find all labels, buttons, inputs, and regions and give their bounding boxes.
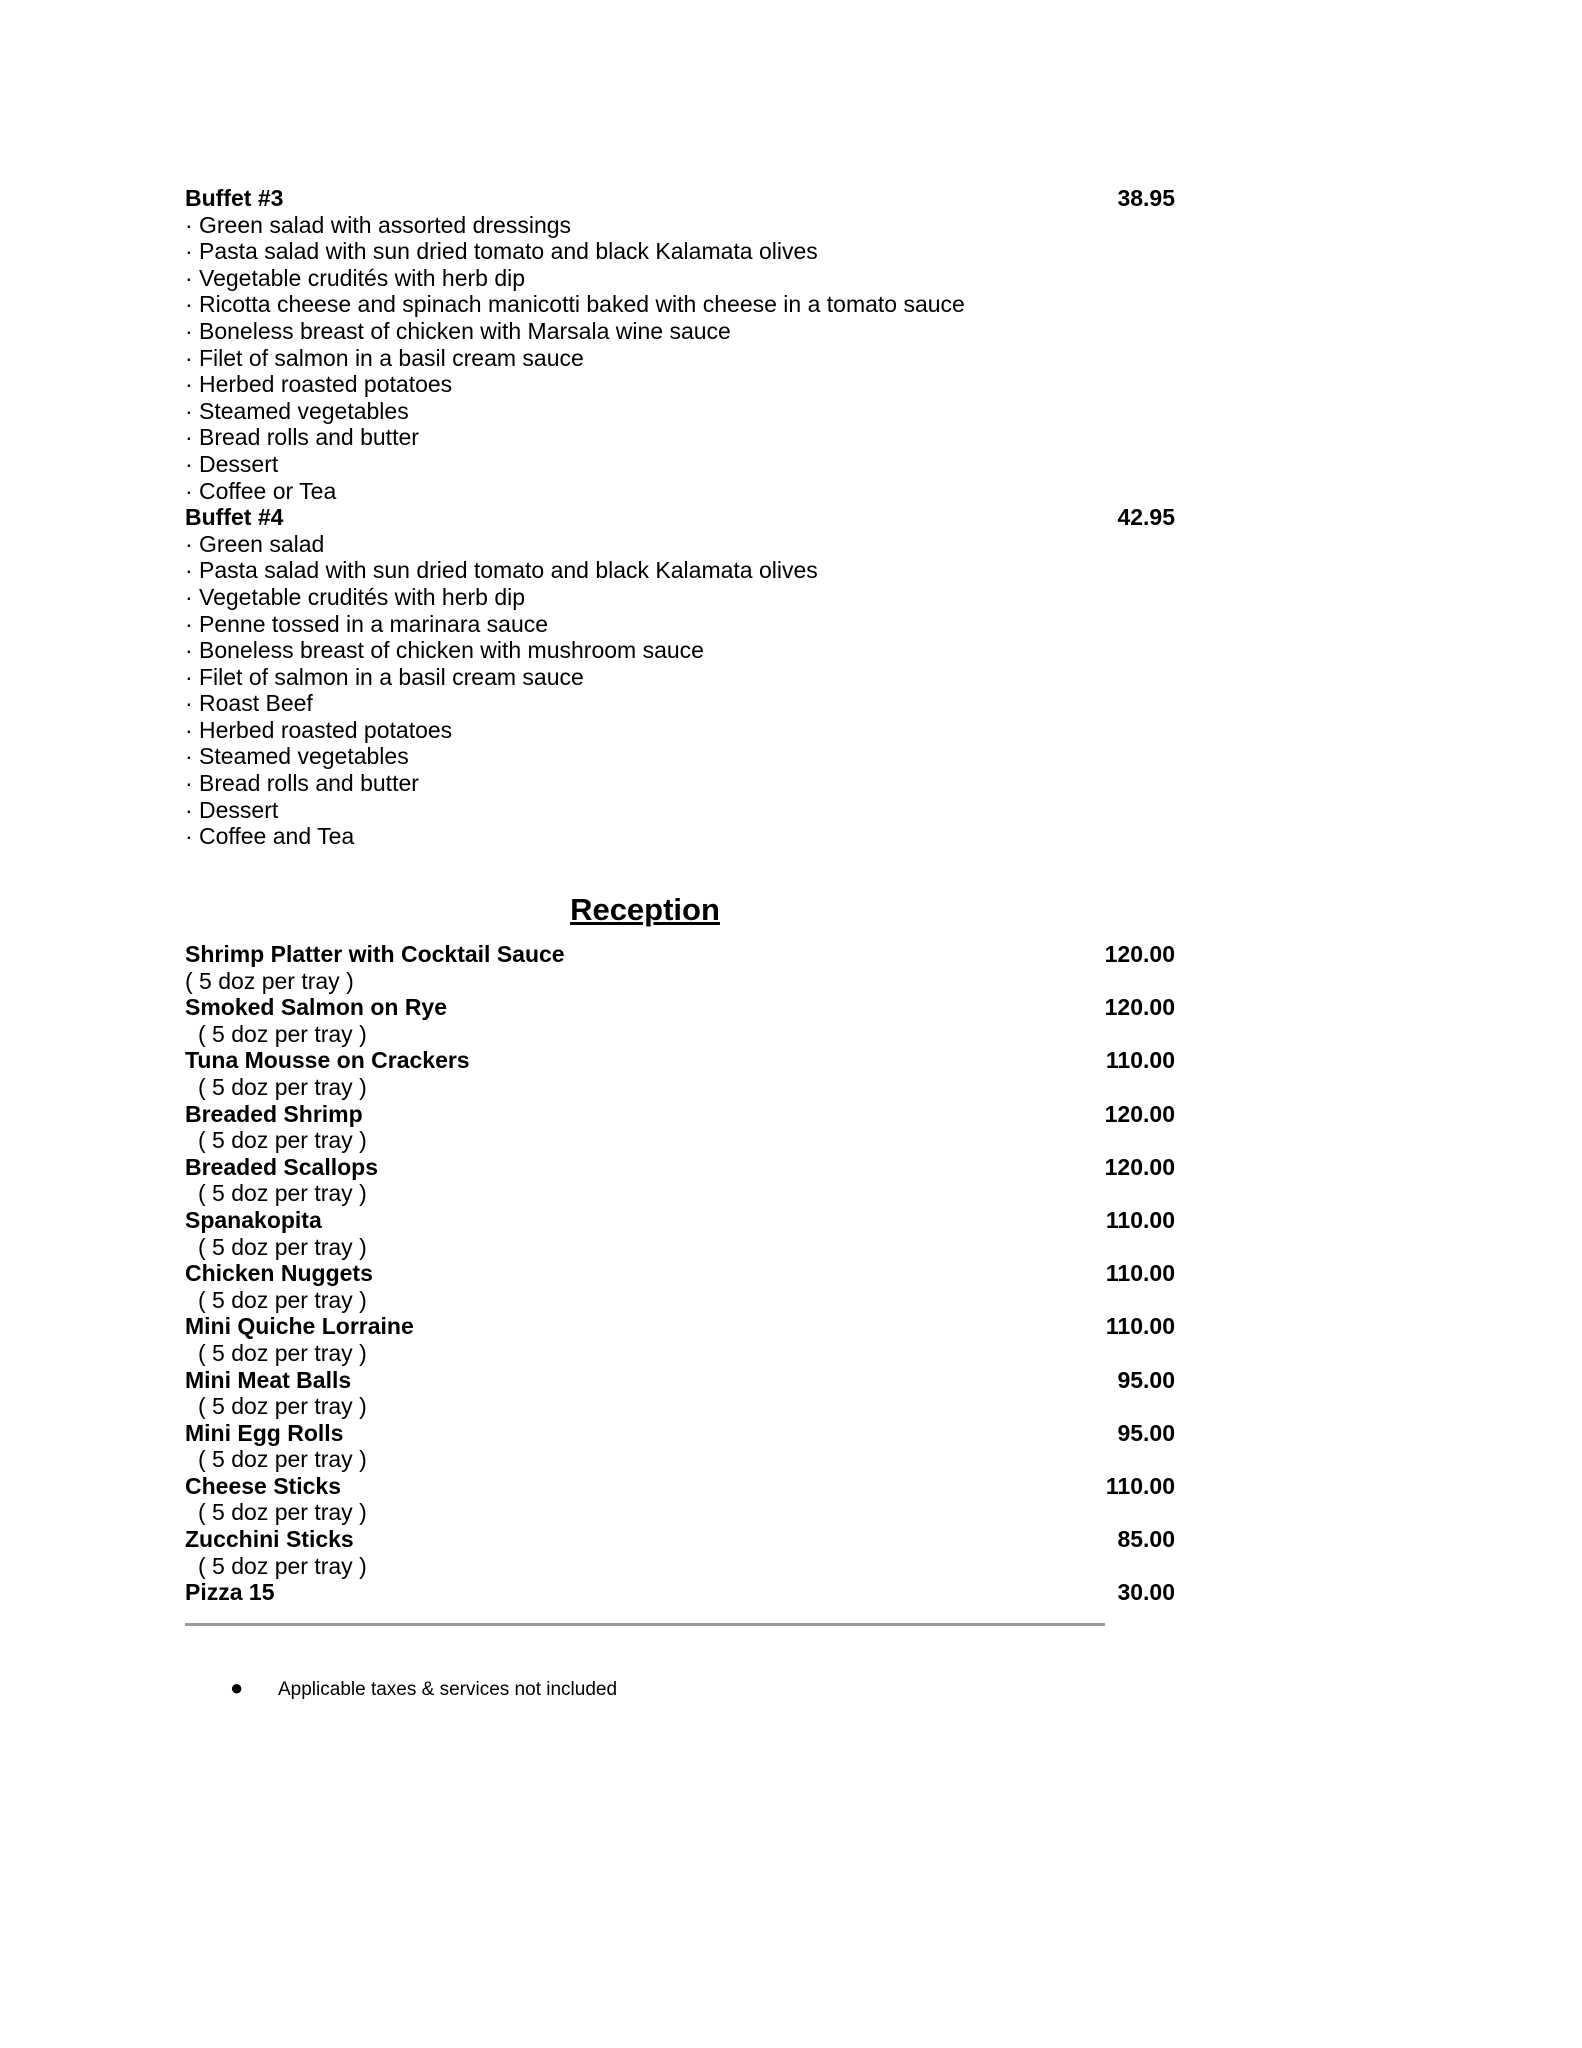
list-item	[185, 531, 1175, 558]
reception-item	[185, 994, 1175, 1021]
reception-item-price: 110.00	[1105, 1206, 1175, 1233]
reception-item-price: 120.00	[1104, 1153, 1175, 1180]
list-item	[185, 611, 1175, 638]
list-item	[185, 637, 1175, 664]
menu-item-label: Dessert	[199, 796, 279, 823]
reception-item-price: 110.00	[1105, 1472, 1175, 1499]
list-item	[185, 424, 1175, 451]
menu-item-label: Filet of salmon in a basil cream sauce	[199, 344, 584, 371]
reception-item-price: 120.00	[1104, 941, 1175, 967]
list-item	[185, 371, 1175, 398]
menu-item-label: Pasta salad with sun dried tomato and black Kalamata olives	[199, 557, 818, 584]
menu-item-label: Boneless breast of chicken with mushroom sauce	[199, 637, 704, 664]
menu-item-label: Ricotta cheese and spinach manicotti baked with cheese in a tomato sauce	[199, 291, 965, 318]
reception-item-price: 120.00	[1104, 994, 1175, 1021]
reception-item	[185, 1579, 1175, 1606]
reception-item-name: Spanakopita	[185, 1206, 322, 1233]
list-item	[185, 770, 1175, 797]
list-item	[185, 451, 1175, 478]
bullet-icon: ·	[185, 211, 193, 238]
reception-item	[185, 1047, 1175, 1074]
reception-item	[185, 1154, 1175, 1181]
reception-item-note: ( 5 doz per tray )	[198, 1127, 367, 1154]
reception-item-name: Tuna Mousse on Crackers	[185, 1047, 470, 1074]
menu-item-label: Filet of salmon in a basil cream sauce	[199, 663, 584, 690]
reception-item-note: ( 5 doz per tray )	[198, 1233, 367, 1260]
reception-item	[185, 1420, 1175, 1447]
bullet-icon: ·	[185, 291, 193, 318]
reception-item-price: 95.00	[1117, 1366, 1175, 1393]
reception-item-price: 30.00	[1117, 1579, 1175, 1606]
menu-item-label: Steamed vegetables	[199, 743, 409, 770]
buffet-title: Buffet #3	[185, 185, 284, 211]
buffet-header	[185, 185, 1175, 212]
menu-item-label: Green salad with assorted dressings	[199, 211, 572, 238]
reception-item-note: ( 5 doz per tray )	[198, 1020, 367, 1047]
bullet-icon: ·	[185, 637, 193, 664]
reception-item-name: Breaded Scallops	[185, 1153, 379, 1180]
list-item	[185, 318, 1175, 345]
bullet-icon: ·	[185, 610, 193, 637]
menu-item-label: Coffee and Tea	[199, 823, 355, 850]
menu-item-label: Herbed roasted potatoes	[199, 716, 453, 743]
bullet-icon: ·	[185, 264, 193, 291]
bullet-icon: ·	[185, 663, 193, 690]
buffet-price: 38.95	[1117, 185, 1175, 211]
list-item	[185, 823, 1175, 850]
bullet-icon: ·	[185, 424, 193, 451]
list-item	[185, 212, 1175, 239]
bullet-icon: ●	[230, 1675, 244, 1700]
menu-item-label: Vegetable crudités with herb dip	[199, 583, 526, 610]
footer-note	[230, 1675, 617, 1703]
menu-item-label: Steamed vegetables	[199, 397, 409, 424]
bullet-icon: ·	[185, 557, 193, 584]
buffet-title: Buffet #4	[185, 504, 284, 531]
buffet-price: 42.95	[1117, 504, 1175, 531]
reception-item-price: 110.00	[1105, 1047, 1175, 1074]
menu-item-label: Boneless breast of chicken with Marsala wine sauce	[199, 317, 731, 344]
reception-item	[185, 1367, 1175, 1394]
reception-item	[185, 1313, 1175, 1340]
bullet-icon: ·	[185, 690, 193, 717]
reception-item-name: Mini Egg Rolls	[185, 1419, 344, 1446]
menu-item-label: Bread rolls and butter	[199, 770, 419, 797]
reception-item-price: 120.00	[1104, 1100, 1175, 1127]
reception-item	[185, 1207, 1175, 1234]
list-item	[185, 797, 1175, 824]
reception-item	[185, 1101, 1175, 1128]
buffet-section	[185, 185, 1175, 850]
bullet-icon: ·	[185, 796, 193, 823]
reception-item-price: 95.00	[1117, 1419, 1175, 1446]
list-item	[185, 265, 1175, 292]
menu-item-label: Penne tossed in a marinara sauce	[199, 610, 549, 637]
list-item	[185, 478, 1175, 505]
list-item	[185, 557, 1175, 584]
list-item	[185, 690, 1175, 717]
bullet-icon: ·	[185, 770, 193, 797]
list-item	[185, 664, 1175, 691]
list-item	[185, 345, 1175, 372]
menu-item-label: Coffee or Tea	[199, 477, 337, 504]
reception-item-name: Pizza 15	[185, 1579, 275, 1606]
reception-item	[185, 941, 1175, 968]
reception-item-name: Cheese Sticks	[185, 1472, 341, 1499]
reception-item-note: ( 5 doz per tray )	[198, 1446, 367, 1473]
reception-item-note: ( 5 doz per tray )	[198, 1339, 367, 1366]
buffet-header	[185, 504, 1175, 531]
reception-item-price: 110.00	[1105, 1260, 1175, 1287]
list-item	[185, 743, 1175, 770]
reception-item-note: ( 5 doz per tray )	[185, 967, 354, 994]
menu-item-label: Green salad	[199, 530, 325, 557]
bullet-icon: ·	[185, 450, 193, 477]
bullet-icon: ·	[185, 317, 193, 344]
reception-section	[185, 941, 1175, 1606]
list-item	[185, 398, 1175, 425]
menu-item-label: Dessert	[199, 450, 279, 477]
list-item	[185, 238, 1175, 265]
reception-item-note: ( 5 doz per tray )	[198, 1073, 367, 1100]
reception-item-name: Breaded Shrimp	[185, 1100, 363, 1127]
menu-item-label: Bread rolls and butter	[199, 424, 419, 451]
list-item	[185, 291, 1175, 318]
bullet-icon: ·	[185, 371, 193, 398]
reception-item	[185, 1473, 1175, 1500]
bullet-icon: ·	[185, 823, 193, 850]
reception-title: Reception	[570, 892, 720, 927]
menu-item-label: Vegetable crudités with herb dip	[199, 264, 526, 291]
reception-item-price: 85.00	[1117, 1526, 1175, 1553]
menu-item-label: Roast Beef	[199, 690, 313, 717]
bullet-icon: ·	[185, 530, 193, 557]
menu-item-label: Herbed roasted potatoes	[199, 371, 453, 398]
divider	[185, 1623, 1105, 1626]
bullet-icon: ·	[185, 397, 193, 424]
reception-item-price: 110.00	[1105, 1313, 1175, 1340]
bullet-icon: ·	[185, 743, 193, 770]
reception-item-name: Mini Quiche Lorraine	[185, 1313, 414, 1340]
reception-item-note: ( 5 doz per tray )	[198, 1499, 367, 1526]
reception-item-name: Chicken Nuggets	[185, 1260, 373, 1287]
reception-item-note: ( 5 doz per tray )	[198, 1180, 367, 1207]
bullet-icon: ·	[185, 716, 193, 743]
reception-item	[185, 1526, 1175, 1553]
reception-item-name: Zucchini Sticks	[185, 1526, 354, 1553]
list-item	[185, 717, 1175, 744]
reception-item-name: Smoked Salmon on Rye	[185, 994, 448, 1021]
reception-item-note: ( 5 doz per tray )	[198, 1393, 367, 1420]
list-item	[185, 584, 1175, 611]
bullet-icon: ·	[185, 583, 193, 610]
footer-text: Applicable taxes & services not included	[278, 1679, 618, 1700]
reception-item-note: ( 5 doz per tray )	[198, 1552, 367, 1579]
bullet-icon: ·	[185, 238, 193, 265]
reception-item	[185, 1260, 1175, 1287]
menu-item-label: Pasta salad with sun dried tomato and black Kalamata olives	[199, 238, 818, 265]
reception-item-note: ( 5 doz per tray )	[198, 1286, 367, 1313]
bullet-icon: ·	[185, 477, 193, 504]
bullet-icon: ·	[185, 344, 193, 371]
reception-item-name: Mini Meat Balls	[185, 1366, 352, 1393]
reception-item-name: Shrimp Platter with Cocktail Sauce	[185, 941, 565, 967]
